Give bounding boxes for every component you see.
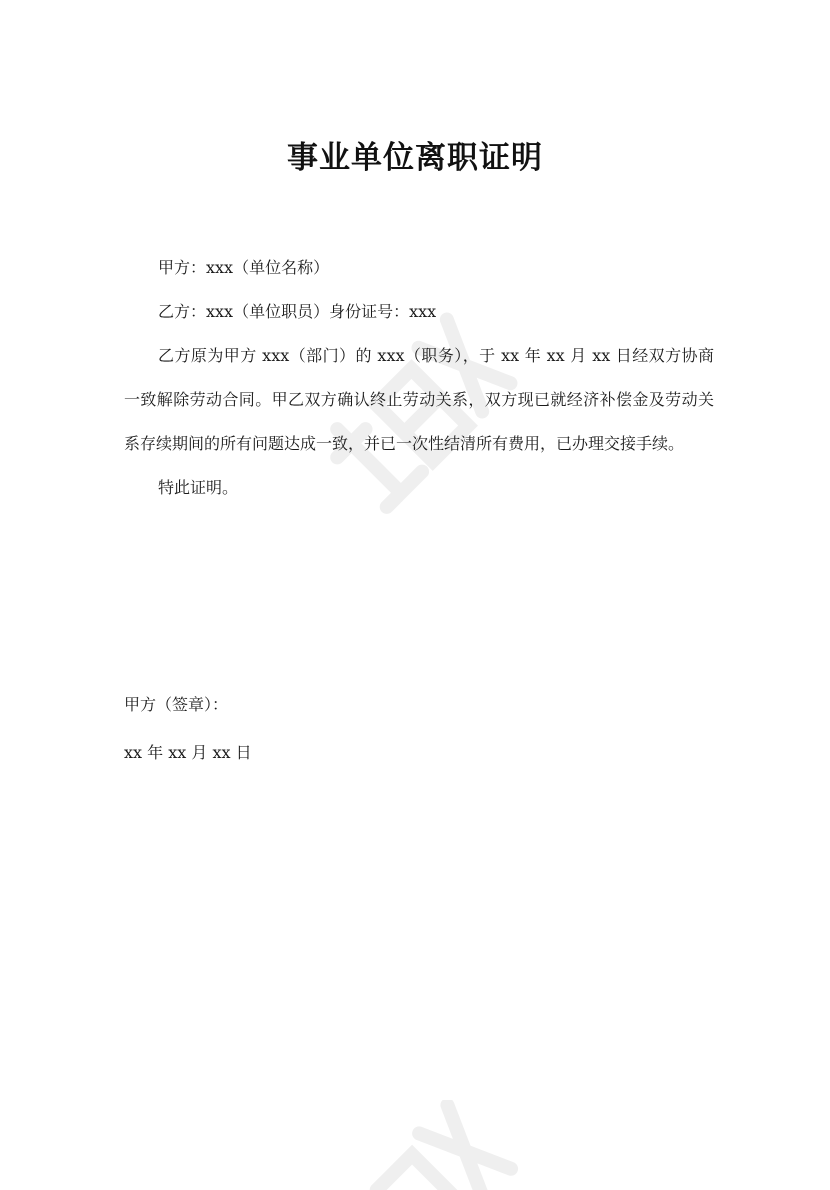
signature-label: 甲方（签章）： bbox=[124, 695, 229, 714]
party-a-line: 甲方：xxx（单位名称） bbox=[158, 258, 330, 277]
document-title: 事业单位离职证明 bbox=[287, 140, 543, 176]
signature-block bbox=[124, 681, 252, 777]
date-line: xx 年 xx 月 xx 日 bbox=[124, 743, 252, 762]
main-paragraph: 乙方原为甲方 xxx（部门）的 xxx（职务），于 xx 年 xx 月 xx 日经双方协商一致解除劳动合同。甲乙双方确认终止劳动关系，双方现已就经济补偿金及劳动关系存续期间的所有问题达成一致，并已一次性结清所有费用，已办理交接手续。 bbox=[124, 346, 714, 453]
document-body bbox=[124, 246, 714, 510]
watermark-icon-bottom bbox=[290, 1100, 520, 1190]
party-b-line: 乙方：xxx（单位职员）身份证号：xxx bbox=[158, 302, 437, 321]
closing-statement: 特此证明。 bbox=[158, 478, 239, 497]
